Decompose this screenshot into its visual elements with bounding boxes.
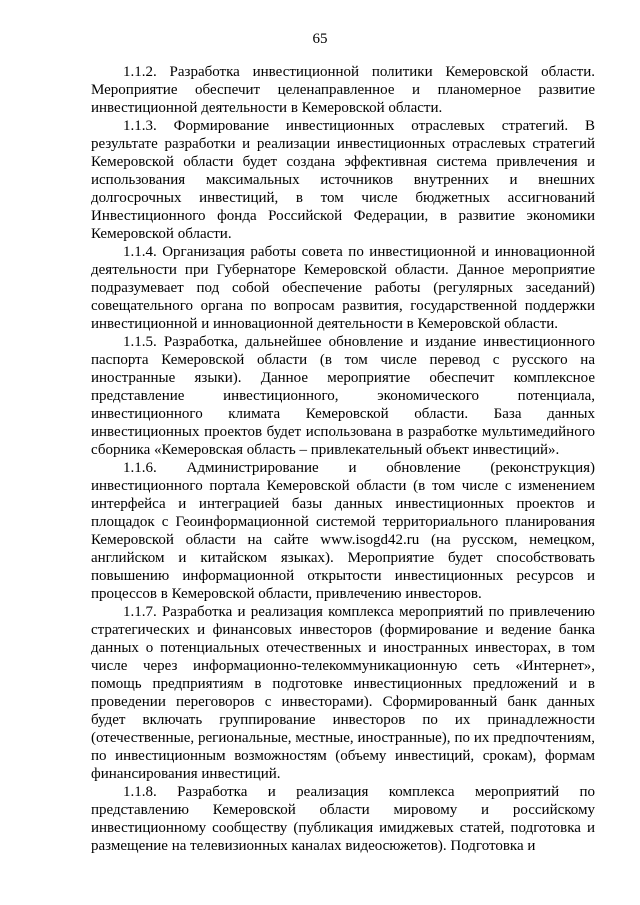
paragraph-1-1-2: 1.1.2. Разработка инвестиционной политики Кемеровской области. Мероприятие обеспечит целенаправленное и планомерное развитие инвестиционной деятельности в Кемеровской области. (91, 64, 595, 116)
paragraph-1-1-8: 1.1.8. Разработка и реализация комплекса мероприятий по представлению Кемеровской области мировому и российскому инвестиционному сообществу (публикация имиджевых статей, подготовка и размещение на телевизионных каналах видеосюжетов). Подготовка и (91, 784, 595, 854)
document-body (91, 63, 595, 855)
page-number: 65 (312, 31, 328, 47)
paragraph-1-1-5: 1.1.5. Разработка, дальнейшее обновление и издание инвестиционного паспорта Кемеровской области (в том числе перевод с русского на иностранные языки). Данное мероприятие обеспечит комплексное представление инвестиционного, экономического потенциала, инвестиционного климата Кемеровской области. База данных инвестиционных проектов будет использована в разработке мультимедийного сборника «Кемеровская область – привлекательный объект инвестиций». (91, 334, 595, 458)
paragraph-1-1-6: 1.1.6. Администрирование и обновление (реконструкция) инвестиционного портала Кемеровской области (в том числе с изменением интерфейса и интеграцией базы данных инвестиционных проектов и площадок с Геоинформационной системой территориального планирования Кемеровской области на сайте www.isogd42.ru (на русском, немецком, английском и китайском языках). Мероприятие будет способствовать повышению информационной открытости инвестиционных ресурсов и процессов в Кемеровской области, привлечению инвесторов. (91, 460, 595, 602)
paragraph-1-1-7: 1.1.7. Разработка и реализация комплекса мероприятий по привлечению стратегических и финансовых инвесторов (формирование и ведение банка данных о потенциальных отечественных и иностранных инвесторах, в том числе через информационно-телекоммуникационную сеть «Интернет», помощь предприятиям в подготовке инвестиционных предложений и в проведении переговоров с инвесторами). Сформированный банк данных будет включать группирование инвесторов по их принадлежности (отечественные, региональные, местные, иностранные), по их предпочтениям, по инвестиционным возможностям (объему инвестиций, срокам), формам финансирования инвестиций. (91, 604, 595, 782)
paragraph-1-1-4: 1.1.4. Организация работы совета по инвестиционной и инновационной деятельности при Губернаторе Кемеровской области. Данное мероприятие подразумевает под собой обеспечение работы (регулярных заседаний) совещательного органа по вопросам развития, государственной поддержки инвестиционной и инновационной деятельности в Кемеровской области. (91, 244, 595, 332)
paragraph-1-1-3: 1.1.3. Формирование инвестиционных отраслевых стратегий. В результате разработки и реализации инвестиционных отраслевых стратегий Кемеровской области будет создана эффективная система привлечения и использования максимальных источников внутренних и внешних долгосрочных инвестиций, в том числе бюджетных ассигнований Инвестиционного фонда Российской Федерации, в развитие экономики Кемеровской области. (91, 118, 595, 242)
